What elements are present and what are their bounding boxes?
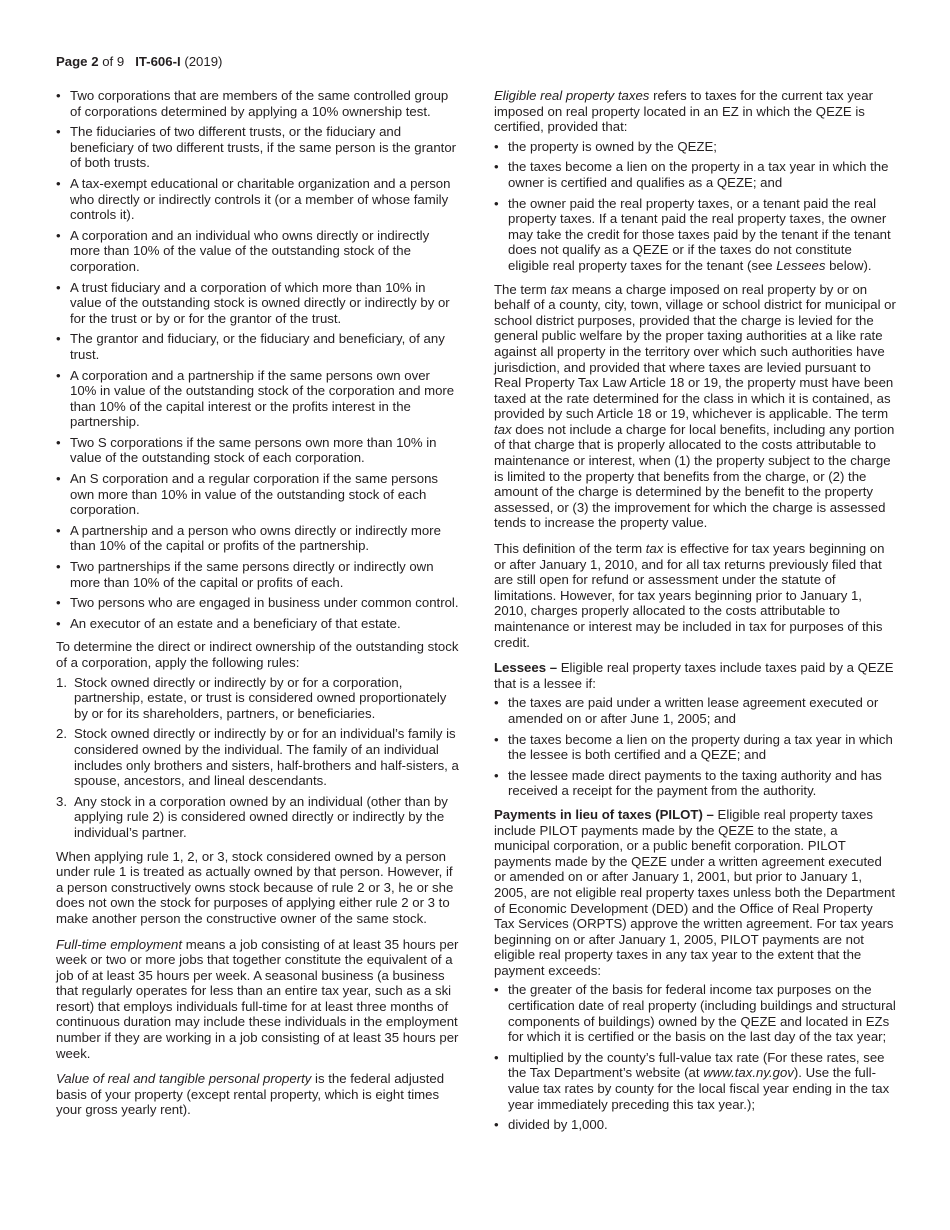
list-item: • multiplied by the county’s full-value tax rate (For these rates, see the Tax Department’s website (at www.tax.ny.gov). Use the full-value tax rates by county for the local fiscal year ending in the tax year immediately preceding this tax year.); xyxy=(494,1049,890,1112)
list-item: • A trust fiduciary and a corporation of which more than 10% in value of the outstanding stock is owned directly or indirectly by or for the trust or by or for the grantor of the trust. xyxy=(56,279,450,326)
left-column xyxy=(56,88,459,1128)
list-item: • The fiduciaries of two different trusts, or the fiduciary and beneficiary of two different trusts, if the same person is the grantor of both trusts. xyxy=(56,124,457,171)
term: Value of real and tangible personal property xyxy=(56,1071,312,1087)
list-item: • the property is owned by the QEZE; xyxy=(494,138,717,154)
form-year: (2019) xyxy=(184,54,223,69)
list-item: • The grantor and fiduciary, or the fiduciary and beneficiary, of any trust. xyxy=(56,331,445,362)
term: Eligible real property taxes xyxy=(494,88,650,103)
pilot-section: Payments in lieu of taxes (PILOT) – Eligible real property taxes include PILOT payments made by the QEZE to the state, a municipal corporation, or a public benefit corporation. PILOT payments made by the QEZE under a written agreement executed or amended on or after January 1, 2001, but prior to January 1, 2005, are not eligible real property taxes unless both the Department of Economic Development (DED) and the Office of Real Property Tax Services (ORPTS) approve the written agreement. For tax years beginning on or after January 1, 2005, PILOT payments are not eligible real property taxes in any tax year to the extent that the payment exceeds: xyxy=(494,806,895,978)
rules-paragraph: When applying rule 1, 2, or 3, stock considered owned by a person under rule 1 is treated as actually owned by that person. However, if a person constructively owns stock because of rule 2 or 3, he or she does not own the stock for purposes of applying either rule 2 or 3 to make another person the constructive owner of the same stock. xyxy=(56,848,454,926)
list-item: • A partnership and a person who owns directly or indirectly more than 10% of the capital or profits of the partnership. xyxy=(56,522,441,554)
list-item: • the taxes become a lien on the property during a tax year in which the lessee is both certified and a QEZE; and xyxy=(494,731,893,763)
property-value-definition: Value of real and tangible personal property is the federal adjusted basis of your property (except rental property, which is eight times your gross yearly rent). xyxy=(56,1071,445,1118)
rules-intro: To determine the direct or indirect ownership of the outstanding stock of a corporation, apply the following rules: xyxy=(56,639,459,670)
list-item: • the lessee made direct payments to the taxing authority and has received a receipt for the payment from the authority. xyxy=(494,767,882,799)
page-header xyxy=(56,54,222,70)
list-item: • A corporation and a partnership if the same persons own over 10% in value of the outstanding stock of the corporation and more than 10% of the capital interest or the profits interest in the partnership. xyxy=(56,367,455,430)
list-item: 3. Any stock in a corporation owned by an individual (other than by applying rule 2) is considered owned directly or indirectly by the individual’s partner. xyxy=(56,793,448,840)
section-heading: Payments in lieu of taxes (PILOT) – xyxy=(494,806,714,822)
list-item: • the greater of the basis for federal income tax purposes on the certification date of real property (including buildings and structural components of buildings) owned by the QEZE and located in EZs for which it is certified or the basis on the last day of the tax year; xyxy=(494,982,896,1045)
page-label: Page xyxy=(56,54,92,69)
list-item: • the taxes become a lien on the property in a tax year in which the owner is certified and qualifies as a QEZE; and xyxy=(494,159,889,190)
form-id: IT-606-I xyxy=(135,54,181,69)
list-item: • Two partnerships if the same persons directly or indirectly own more than 10% of the capital or profits of each. xyxy=(56,559,434,590)
page-total: of 9 xyxy=(102,54,125,69)
right-column xyxy=(494,88,896,1138)
list-item: • An executor of an estate and a beneficiary of that estate. xyxy=(56,615,401,631)
website-url: www.tax.ny.gov xyxy=(703,1065,794,1081)
list-item: • A corporation and an individual who owns directly or indirectly more than 10% of the value of the outstanding stock of the corporation. xyxy=(56,227,430,274)
eligible-real-property-taxes-definition: Eligible real property taxes refers to taxes for the current tax year imposed on real property located in an EZ in which the QEZE is certified, provided that: xyxy=(494,88,873,135)
list-item: • divided by 1,000. xyxy=(494,1117,608,1133)
list-item: 2. Stock owned directly or indirectly by or for an individual’s family is considered owned by the individual. The family of an individual includes only brothers and sisters, half-brothers and half-sisters, a spouse, ancestors, and lineal descendants. xyxy=(56,726,459,789)
tax-definition: The term tax means a charge imposed on real property by or on behalf of a county, city, town, village or school district for municipal or school district purposes, provided that the charge is levied for the general public welfare by the proper taxing authorities at a like rate against all property in the territory over which such authorities have jurisdiction, and provided that where taxes are levied pursuant to Real Property Tax Law Article 18 or 19, the property must have been taxed at the rate determined for the class in which it is contained, as provided by such Article 18 or 19, whichever is applicable. The term tax does not include a charge for local benefits, including any portion of that charge that is properly allocated to the costs attributable to maintenance or interest, when (1) the property subject to the charge is limited to the property that benefits from the charge, or (2) the amount of the charge is determined by the benefit to the property assessed, or (3) the improvement for which the charge is assessed tends to increase the property value. xyxy=(494,281,896,531)
related-persons-list xyxy=(56,88,459,631)
list-item: • An S corporation and a regular corporation if the same persons own more than 10% in value of the outstanding stock of each corporation. xyxy=(56,471,438,518)
list-item: • Two corporations that are members of the same controlled group of corporations determined by applying a 10% ownership test. xyxy=(56,88,449,119)
tax-definition-effective: This definition of the term tax is effective for tax years beginning on or after January 1, 2010, and for all tax returns previously filed that are still open for refund or assessment under the statute of limitations. However, for tax years beginning prior to January 1, 2010, charges properly allocated to the costs attributable to maintenance or interest may be included in tax for purposes of this credit. xyxy=(494,541,885,650)
lessees-conditions-list xyxy=(494,695,896,799)
ownership-rules-list xyxy=(56,675,459,841)
list-item: • Two S corporations if the same persons own more than 10% in value of the outstanding stock of each corporation. xyxy=(56,434,437,466)
list-item: • the owner paid the real property taxes, or a tenant paid the real property taxes. If a tenant paid the real property taxes, the owner may take the credit for those taxes paid by the tenant if the tenant does not qualify as a QEZE or if the taxes do not constitute eligible real property taxes for the tenant (see Lessees below). xyxy=(494,195,891,273)
pilot-limit-list xyxy=(494,982,896,1132)
list-item: 1. Stock owned directly or indirectly by or for a corporation, partnership, estate, or trust is considered owned proportionately by or for its shareholders, partners, or beneficiaries. xyxy=(56,674,447,721)
list-item: • Two persons who are engaged in business under common control. xyxy=(56,595,459,611)
full-time-employment-definition: Full-time employment means a job consisting of at least 35 hours per week or two or more jobs that together constitute the equivalent of a job of at least 35 hours per week. A seasonal business (a business that regularly operates for less than an entire tax year, such as a ski resort) that employs individuals full-time for at least three months of continuous duration may include these individuals in the employment number if they are working in a job consisting of at least 35 hours per week. xyxy=(56,936,459,1061)
section-heading: Lessees – xyxy=(494,660,558,676)
lessees-section: Lessees – Eligible real property taxes include taxes paid by a QEZE that is a lessee if: xyxy=(494,660,894,691)
eligible-taxes-conditions-list xyxy=(494,139,896,274)
list-item: • the taxes are paid under a written lease agreement executed or amended on or after June 1, 2005; and xyxy=(494,695,879,726)
list-item: • A tax-exempt educational or charitable organization and a person who directly or indirectly controls it (or a member of whose family controls it). xyxy=(56,175,451,223)
term: Full-time employment xyxy=(56,936,183,952)
page-number: 2 xyxy=(91,54,103,69)
